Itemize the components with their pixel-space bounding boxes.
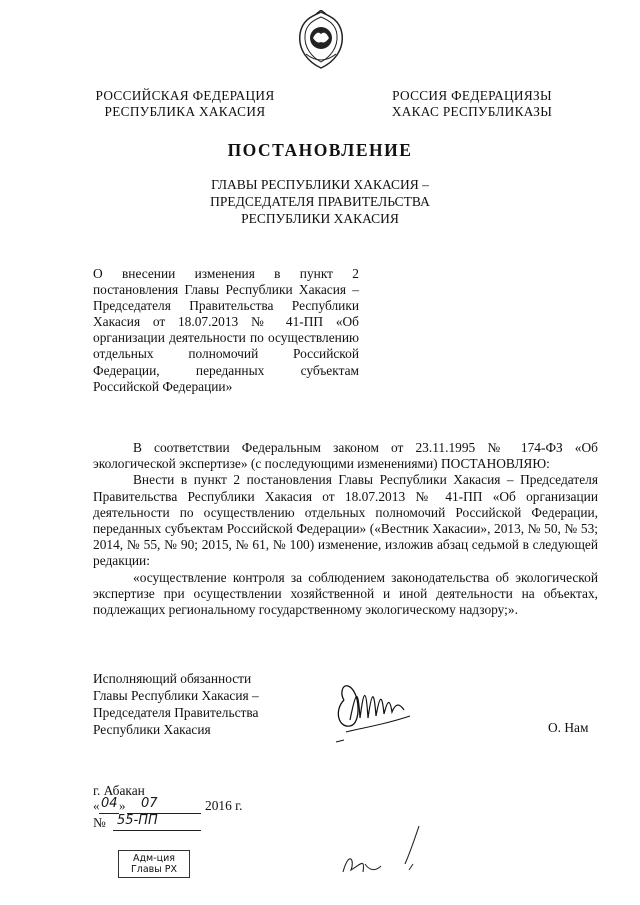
header-right-line-1: РОССИЯ ФЕДЕРАЦИЯЗЫ (392, 88, 552, 103)
place-of-issue: г. Абакан (93, 783, 145, 798)
body-paragraph-2: Внести в пункт 2 постановления Главы Республики Хакасия – Председателя Правительства Республики Хакасия от 18.07.2013 № 41-ПП «Об организации деятельности по осуществлению отдельных полномочий Российской Федерации, переданных субъектам Российской Федерации» («Вестник Хакасии», 2013, № 50, № 53; 2014, № 55, № 90; 2015, № 61, № 100) изменение, изложив абзац седьмой в следующей редакции: (93, 472, 598, 569)
stamp-line-2: Главы РХ (130, 864, 178, 875)
coat-of-arms-emblem (296, 10, 346, 70)
body-paragraph-1: В соответствии Федеральным законом от 23.11.1995 № 174-ФЗ «Об экологической экспертизе» (с последующими изменениями) ПОСТАНОВЛЯЮ: (93, 440, 598, 472)
date-day-underline (99, 813, 119, 814)
position-line-3: Председателя Правительства (93, 705, 259, 720)
number-underline (113, 830, 201, 831)
document-body (93, 440, 598, 618)
signatory-position (93, 670, 313, 738)
signatory-name: О. Нам (548, 720, 589, 735)
document-number (93, 815, 293, 832)
number-value: 55-ПП (117, 813, 158, 828)
position-line-2: Главы Республики Хакасия – (93, 688, 259, 703)
subtitle-line-3: РЕСПУБЛИКИ ХАКАСИЯ (241, 211, 399, 226)
header-right (388, 88, 556, 120)
date-close-quote: » (119, 798, 126, 813)
office-stamp (118, 850, 190, 878)
header-left (95, 88, 275, 120)
subtitle-line-2: ПРЕДСЕДАТЕЛЯ ПРАВИТЕЛЬСТВА (210, 194, 430, 209)
date-day: 04 (101, 796, 118, 811)
stamp-line-1: Адм-ция (132, 853, 176, 864)
number-label: № (93, 815, 106, 830)
subtitle-line-1: ГЛАВЫ РЕСПУБЛИКИ ХАКАСИЯ – (211, 177, 429, 192)
handwritten-initials (335, 820, 445, 880)
position-line-1: Исполняющий обязанности (93, 671, 252, 686)
document-subject: О внесении изменения в пункт 2 постановления Главы Республики Хакасия – Председателя Правительства Республики Хакасия от 18.07.2013 № 41-ПП «Об организации деятельности по осуществлению отдельных полномочий Российской Федерации, переданных субъектам Российской Федерации» (93, 266, 359, 394)
date-open-quote: « (93, 798, 100, 813)
position-line-4: Республики Хакасия (93, 722, 211, 737)
header-right-line-2: ХАКАС РЕСПУБЛИКАЗЫ (391, 104, 553, 119)
date-year: 2016 г. (205, 798, 243, 813)
document-subtitle (160, 176, 480, 227)
document-title: ПОСТАНОВЛЕНИЕ (227, 140, 413, 160)
body-paragraph-3: «осуществление контроля за соблюдением законодательства об экологической экспертизе при осуществлении хозяйственной и иной деятельности на объектах, подлежащих региональному государственному экологическому надзору;». (93, 569, 598, 618)
header-left-line-2: РЕСПУБЛИКА ХАКАСИЯ (104, 104, 266, 119)
header-left-line-1: РОССИЙСКАЯ ФЕДЕРАЦИЯ (95, 88, 275, 103)
handwritten-signature (330, 670, 420, 750)
date-month: 07 (141, 796, 158, 811)
